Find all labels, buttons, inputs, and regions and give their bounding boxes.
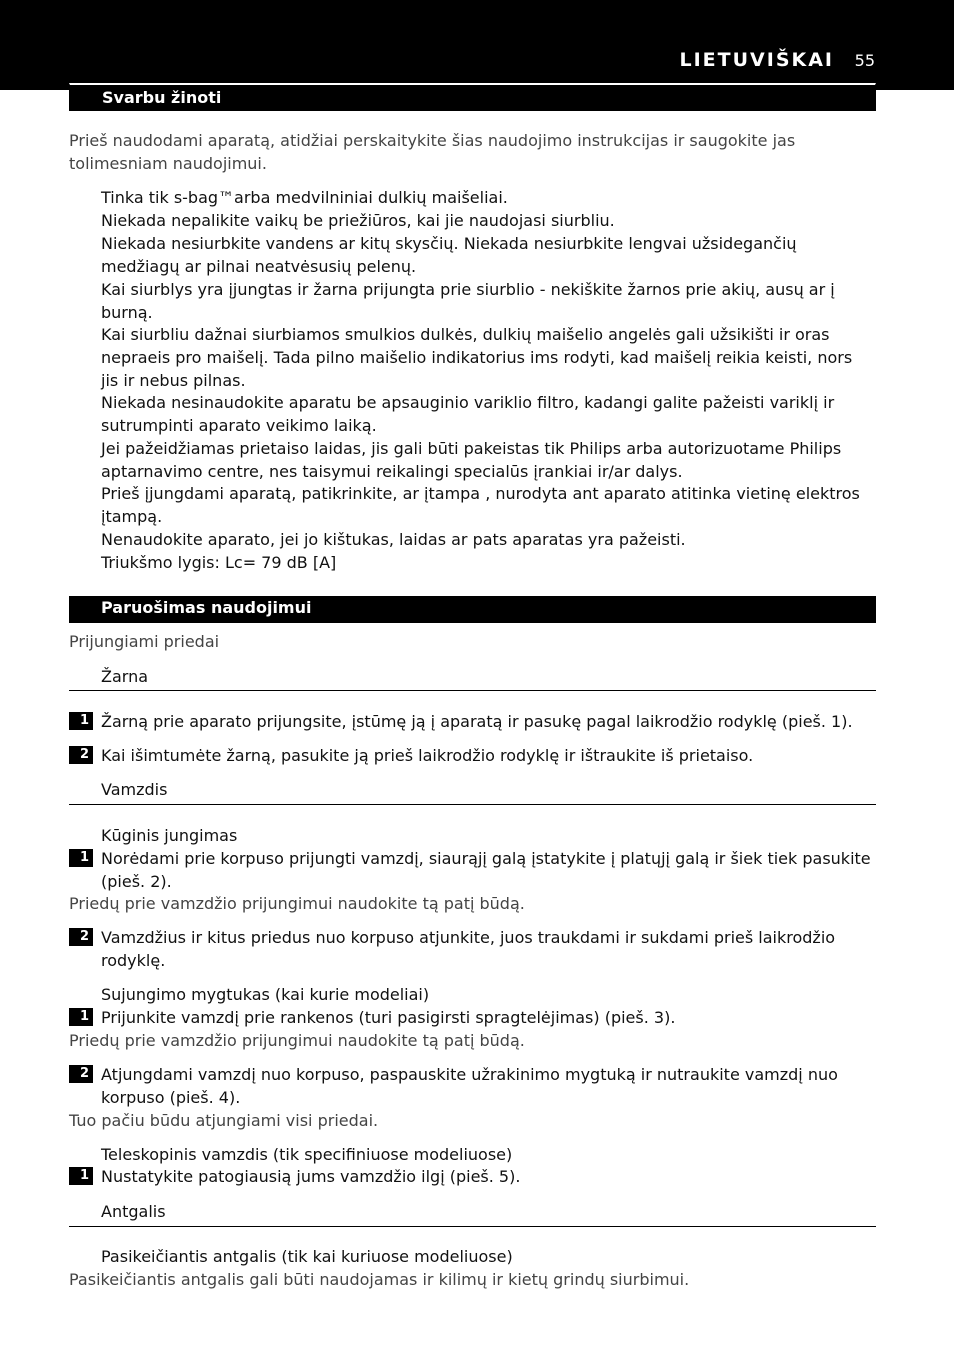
safety-item: Jei pažeidžiamas prietaiso laidas, jis gali būti pakeistas tik Philips arba autorizuotame Philips aptarnavimo centre, nes taisymui reikalingi specialūs įrankiai ir/ar dalys. bbox=[101, 439, 842, 481]
safety-item: Niekada nesinaudokite aparatu be apsauginio variklio filtro, kadangi galite pažeisti variklį ir sutrumpinti aparato veikimo laiką. bbox=[101, 393, 835, 435]
button-step-2: Atjungdami vamzdį nuo korpuso, paspauskite užrakinimo mygtuką ir nutraukite vamzdį nuo korpuso (pieš. 4). bbox=[101, 1065, 838, 1107]
safety-item: Kai siurblys yra įjungtas ir žarna prijungta prie siurblio - nekiškite žarnos prie akių, ausų ar į burną. bbox=[101, 280, 835, 322]
telescopic-heading: Teleskopinis vamzdis (tik specifiniuose modeliuose) bbox=[101, 1145, 513, 1164]
safety-item: Niekada nepalikite vaikų be priežiūros, kai jie naudojasi siurbliu. bbox=[101, 211, 615, 230]
step-number: 1 bbox=[69, 849, 93, 867]
hose-step-2: Kai išimtumėte žarną, pasukite ją prieš laikrodžio rodyklę ir ištraukite iš prietaiso. bbox=[101, 746, 754, 765]
step-number: 2 bbox=[69, 746, 93, 764]
step-number: 2 bbox=[69, 1065, 93, 1083]
step-number: 1 bbox=[69, 1008, 93, 1026]
section-heading-important: Svarbu žinoti bbox=[69, 83, 876, 111]
conical-note: Priedų prie vamzdžio prijungimui naudokite tą patį būdą. bbox=[69, 894, 525, 913]
hose-step-1: Žarną prie aparato prijungsite, įstūmę ją į aparatą ir pasukę pagal laikrodžio rodyklę (pieš. 1). bbox=[101, 712, 853, 731]
switch-nozzle-note: Pasikeičiantis antgalis gali būti naudojamas ir kilimų ir kietų grindų siurbimui. bbox=[69, 1270, 690, 1289]
conical-step-1: Norėdami prie korpuso prijungti vamzdį, siaurąjį galą įstatykite į platųjį galą ir šiek tiek pasukite (pieš. 2). bbox=[101, 849, 871, 891]
button-note: Priedų prie vamzdžio prijungimui naudokite tą patį būdą. bbox=[69, 1031, 525, 1050]
hose-heading: Žarna bbox=[101, 667, 149, 686]
step-number: 2 bbox=[69, 928, 93, 946]
important-intro: Prieš naudodami aparatą, atidžiai perskaitykite šias naudojimo instrukcijas ir saugokite jas tolimesniam naudojimui. bbox=[69, 131, 796, 173]
safety-item: Kai siurbliu dažnai siurbiamos smulkios dulkės, dulkių maišelio angelės gali užsikišti ir oras nepraeis pro maišelį. Tada pilno maišelio indikatorius ims rodyti, kad maišelį reikia keisti, nors jis ir nebus pilnas. bbox=[101, 325, 853, 390]
switch-nozzle-heading: Pasikeičiantis antgalis (tik kai kuriuose modeliuose) bbox=[101, 1247, 513, 1266]
telescopic-step-1: Nustatykite patogiausią jums vamzdžio ilgį (pieš. 5). bbox=[101, 1167, 521, 1186]
section-heading-preparation: Paruošimas naudojimui bbox=[69, 596, 876, 623]
language-title: LIETUVIŠKAI bbox=[679, 49, 834, 71]
tube-heading: Vamzdis bbox=[101, 780, 168, 799]
page-number: 55 bbox=[854, 51, 875, 70]
safety-item: Tinka tik s-bag™arba medvilniniai dulkių maišeliai. bbox=[101, 188, 508, 207]
divider bbox=[69, 804, 876, 805]
conical-heading: Kūginis jungimas bbox=[101, 826, 238, 845]
step-number: 1 bbox=[69, 1167, 93, 1185]
divider bbox=[69, 1226, 876, 1227]
button-heading: Sujungimo mygtukas (kai kurie modeliai) bbox=[101, 985, 430, 1004]
button-step-1: Prijunkite vamzdį prie rankenos (turi pasigirsti spragtelėjimas) (pieš. 3). bbox=[101, 1008, 676, 1027]
step-number: 1 bbox=[69, 712, 93, 730]
nozzle-heading: Antgalis bbox=[101, 1202, 166, 1221]
button-note-2: Tuo pačiu būdu atjungiami visi priedai. bbox=[69, 1111, 379, 1130]
safety-item: Triukšmo lygis: Lc= 79 dB [A] bbox=[101, 553, 337, 572]
safety-item: Nenaudokite aparato, jei jo kištukas, laidas ar pats aparatas yra pažeisti. bbox=[101, 530, 686, 549]
accessories-heading: Prijungiami priedai bbox=[69, 632, 220, 651]
header-bar bbox=[0, 0, 954, 90]
divider bbox=[69, 690, 876, 691]
conical-step-2: Vamzdžius ir kitus priedus nuo korpuso atjunkite, juos traukdami ir sukdami prieš laikrodžio rodyklę. bbox=[101, 928, 836, 970]
safety-item: Prieš įjungdami aparatą, patikrinkite, ar įtampa , nurodyta ant aparato atitinka vietinę elektros įtampą. bbox=[101, 484, 860, 526]
safety-item: Niekada nesiurbkite vandens ar kitų skysčių. Niekada nesiurbkite lengvai užsidegančių medžiagų ar pilnai neatvėsusių pelenų. bbox=[101, 234, 797, 276]
